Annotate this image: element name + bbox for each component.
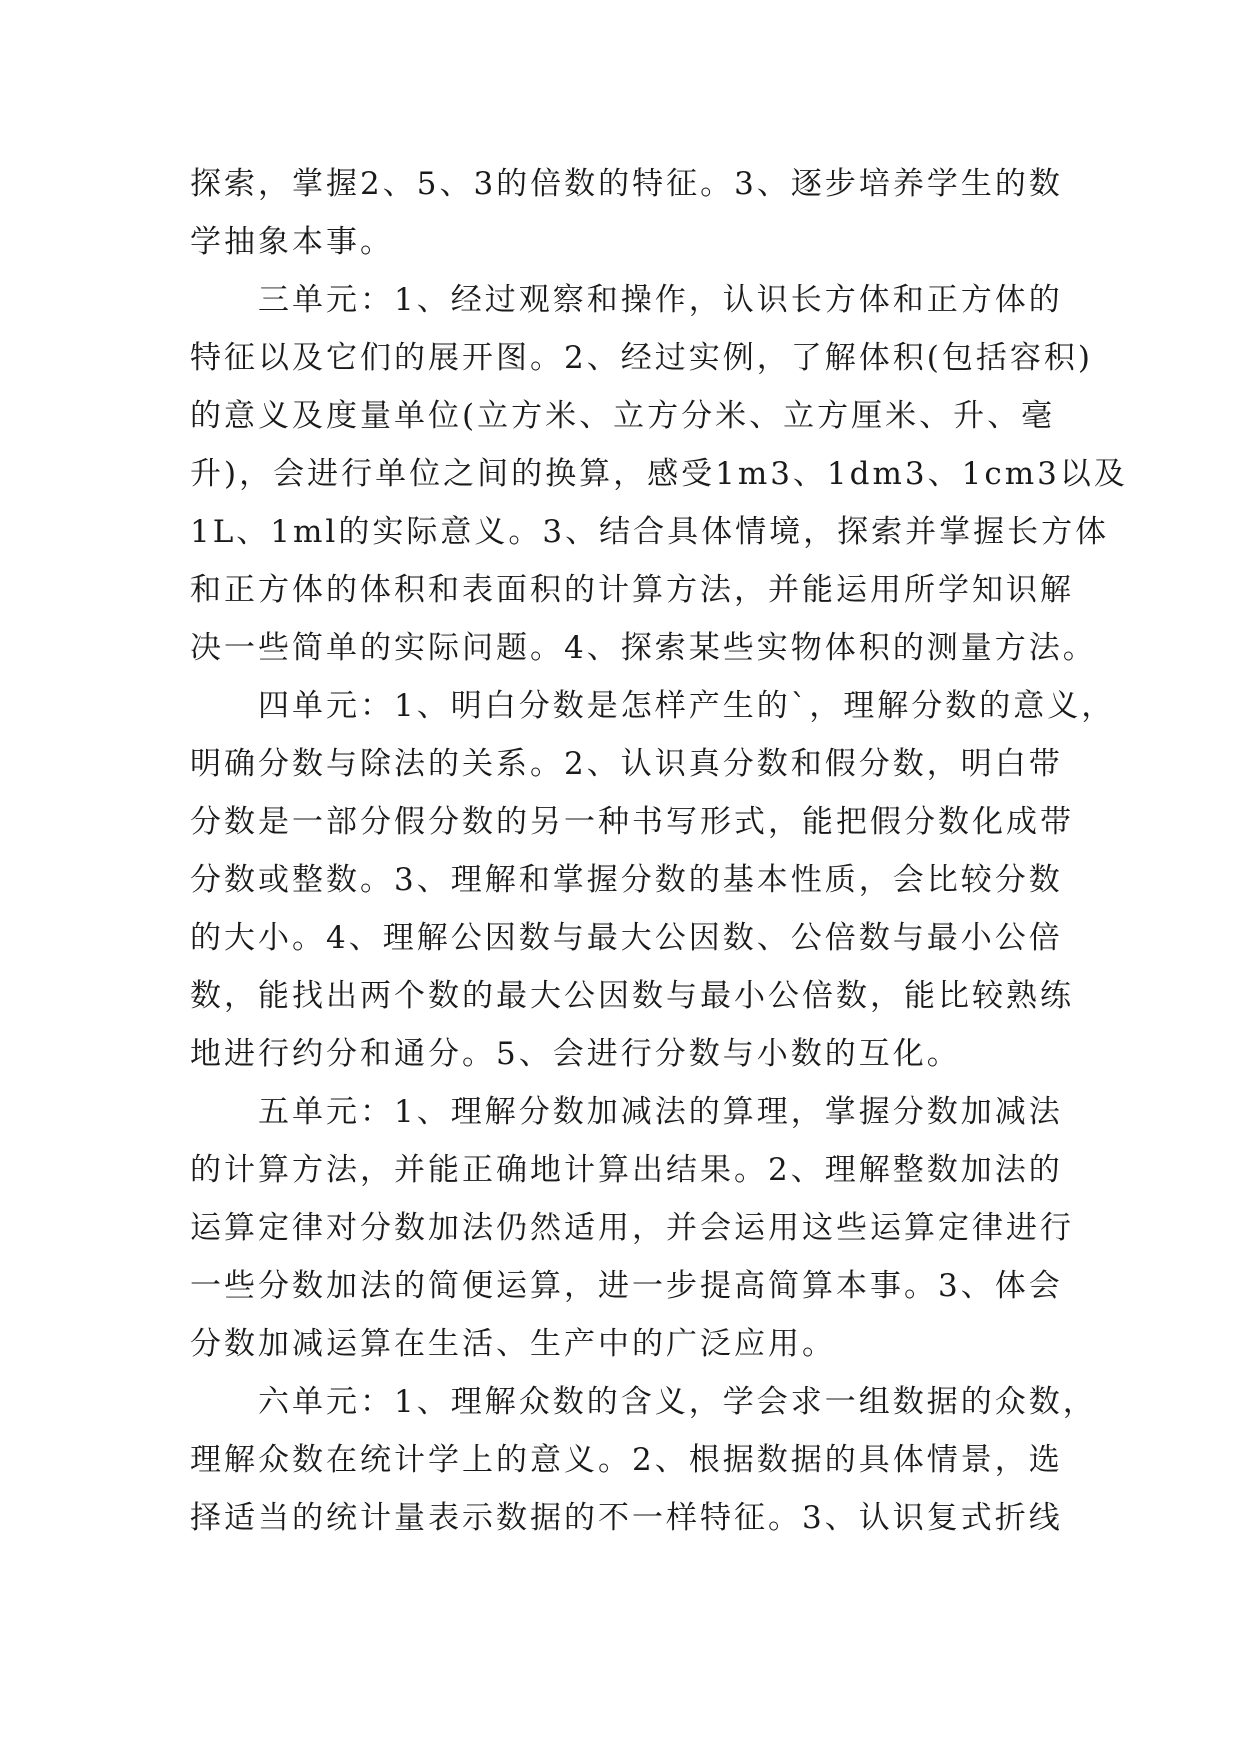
text-line: 明确分数与除法的关系。2、认识真分数和假分数，明白带 (190, 746, 1063, 782)
text-line: 学抽象本事。 (190, 224, 394, 260)
text-line: 和正方体的体积和表面积的计算方法，并能运用所学知识解 (190, 572, 1074, 608)
document-body (190, 155, 1128, 1547)
text-line: 的意义及度量单位(立方米、立方分米、立方厘米、升、毫 (190, 398, 1056, 434)
paragraph-unit-5-start: 五单元：1、理解分数加减法的算理，掌握分数加减法 (190, 1094, 1063, 1130)
text-line: 一些分数加法的简便运算，进一步提高简算本事。3、体会 (190, 1268, 1063, 1304)
text-line: 数，能找出两个数的最大公因数与最小公倍数，能比较熟练 (190, 978, 1074, 1014)
paragraph-unit-4-start: 四单元：1、明白分数是怎样产生的`，理解分数的意义， (190, 688, 1116, 724)
text-line: 的大小。4、理解公因数与最大公因数、公倍数与最小公倍 (190, 920, 1063, 956)
paragraph-unit-3-start: 三单元：1、经过观察和操作，认识长方体和正方体的 (190, 282, 1063, 318)
text-line: 择适当的统计量表示数据的不一样特征。3、认识复式折线 (190, 1500, 1063, 1536)
text-line: 分数或整数。3、理解和掌握分数的基本性质，会比较分数 (190, 862, 1063, 898)
text-line: 地进行约分和通分。5、会进行分数与小数的互化。 (190, 1036, 961, 1072)
text-line: 特征以及它们的展开图。2、经过实例，了解体积(包括容积) (190, 340, 1093, 376)
text-line: 探索，掌握2、5、3的倍数的特征。3、逐步培养学生的数 (190, 166, 1063, 202)
text-line: 的计算方法，并能正确地计算出结果。2、理解整数加法的 (190, 1152, 1063, 1188)
text-line: 运算定律对分数加法仍然适用，并会运用这些运算定律进行 (190, 1210, 1074, 1246)
text-line: 分数是一部分假分数的另一种书写形式，能把假分数化成带 (190, 804, 1074, 840)
text-line: 升)，会进行单位之间的换算，感受1m3、1dm3、1cm3以及 (190, 456, 1128, 492)
text-line: 1L、1ml的实际意义。3、结合具体情境，探索并掌握长方体 (190, 514, 1110, 550)
text-line: 决一些简单的实际问题。4、探索某些实物体积的测量方法。 (190, 630, 1097, 666)
text-line: 分数加减运算在生活、生产中的广泛应用。 (190, 1326, 836, 1362)
paragraph-unit-6-start: 六单元：1、理解众数的含义，学会求一组数据的众数， (190, 1384, 1097, 1420)
text-line: 理解众数在统计学上的意义。2、根据数据的具体情景，选 (190, 1442, 1063, 1478)
